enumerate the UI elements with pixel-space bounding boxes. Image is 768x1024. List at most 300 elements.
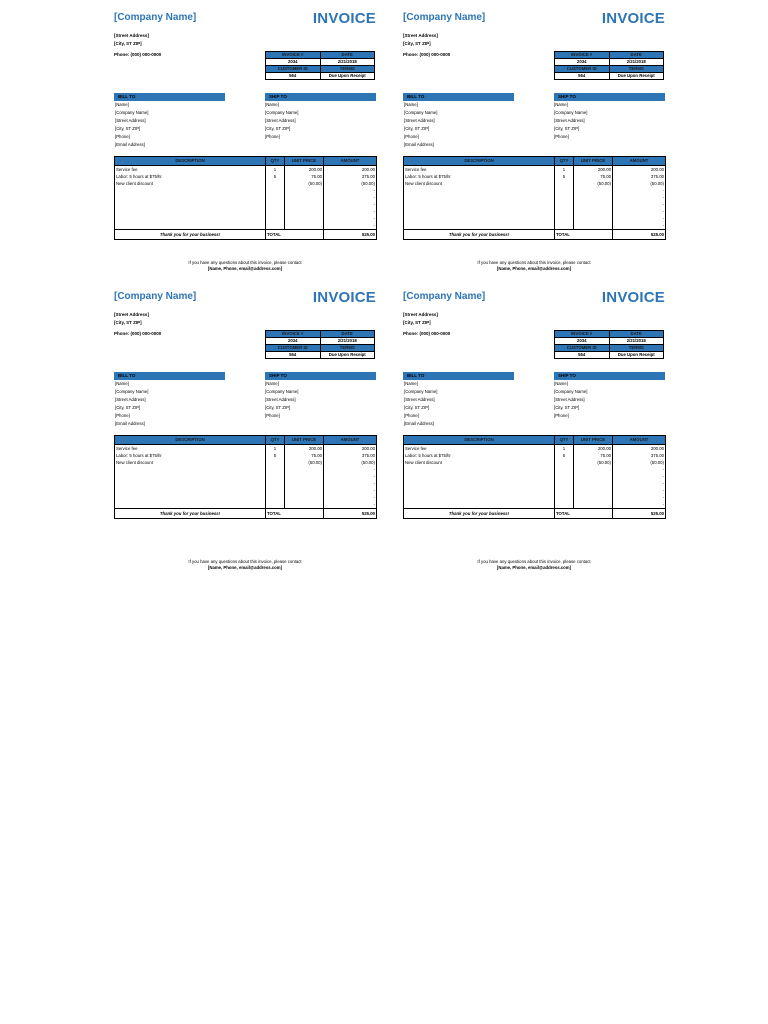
item-unit-price bbox=[574, 487, 613, 494]
item-amount: - bbox=[613, 208, 666, 215]
bill-to-email: [Email Address] bbox=[404, 421, 434, 426]
item-qty bbox=[555, 208, 574, 215]
ship-to-street: [Street Address] bbox=[265, 397, 296, 402]
column-header-qty: QTY bbox=[555, 157, 574, 166]
terms-label: TERMS bbox=[320, 345, 375, 352]
item-amount: (50.00) bbox=[324, 459, 377, 466]
table-row bbox=[115, 459, 377, 466]
bill-to-header: BILL TO bbox=[403, 372, 514, 380]
item-description: Service fee bbox=[404, 445, 555, 453]
item-description bbox=[115, 494, 266, 501]
date-value: 2/21/2018 bbox=[320, 338, 375, 345]
bill-to-city: [City, ST ZIP] bbox=[115, 405, 141, 410]
table-row bbox=[404, 487, 666, 494]
date-label: DATE bbox=[320, 331, 375, 338]
contact-details: [Name, Phone, email@address.com] bbox=[207, 266, 283, 271]
contact-details: [Name, Phone, email@address.com] bbox=[496, 266, 572, 271]
ship-to-company: [Company Name] bbox=[265, 110, 299, 115]
column-header-description: DESCRIPTION bbox=[115, 436, 266, 445]
item-description bbox=[404, 466, 555, 473]
item-amount: - bbox=[324, 208, 377, 215]
item-amount: - bbox=[324, 501, 377, 509]
item-amount: 200.00 bbox=[613, 166, 666, 174]
item-qty bbox=[555, 180, 574, 187]
line-items-table bbox=[403, 435, 666, 519]
item-unit-price bbox=[285, 201, 324, 208]
bill-to-street: [Street Address] bbox=[115, 397, 146, 402]
terms-label: TERMS bbox=[609, 66, 664, 73]
date-value: 2/21/2018 bbox=[320, 59, 375, 66]
bill-to-street: [Street Address] bbox=[404, 118, 435, 123]
company-street: [Street Address] bbox=[114, 33, 149, 38]
item-unit-price bbox=[574, 480, 613, 487]
ship-to-name: [Name] bbox=[265, 381, 279, 386]
bill-to-phone: [Phone] bbox=[115, 413, 130, 418]
bill-to-city: [City, ST ZIP] bbox=[404, 405, 430, 410]
ship-to-name: [Name] bbox=[554, 102, 568, 107]
table-row bbox=[115, 222, 377, 230]
table-row bbox=[115, 466, 377, 473]
item-qty: 5 bbox=[555, 173, 574, 180]
ship-to-header: SHIP TO bbox=[554, 372, 665, 380]
table-row bbox=[115, 473, 377, 480]
bill-to-company: [Company Name] bbox=[115, 110, 149, 115]
column-header-unit-price: UNIT PRICE bbox=[574, 157, 613, 166]
terms-label: TERMS bbox=[320, 66, 375, 73]
column-header-unit-price: UNIT PRICE bbox=[285, 157, 324, 166]
bill-to-list bbox=[115, 380, 148, 428]
item-amount: - bbox=[613, 222, 666, 230]
item-qty bbox=[555, 487, 574, 494]
item-amount: - bbox=[613, 466, 666, 473]
column-header-qty: QTY bbox=[266, 436, 285, 445]
contact-details: [Name, Phone, email@address.com] bbox=[207, 565, 283, 570]
company-street: [Street Address] bbox=[403, 33, 438, 38]
item-unit-price bbox=[574, 501, 613, 509]
item-qty bbox=[266, 180, 285, 187]
item-unit-price: 200.00 bbox=[574, 166, 613, 174]
item-description: New client discount bbox=[404, 180, 555, 187]
item-description: New client discount bbox=[115, 180, 266, 187]
item-unit-price bbox=[574, 215, 613, 222]
ship-to-company: [Company Name] bbox=[554, 389, 588, 394]
item-amount: - bbox=[613, 215, 666, 222]
item-description bbox=[404, 201, 555, 208]
ship-to-phone: [Phone] bbox=[265, 134, 280, 139]
table-row bbox=[115, 180, 377, 187]
table-row bbox=[404, 445, 666, 453]
item-unit-price bbox=[574, 194, 613, 201]
table-row bbox=[115, 445, 377, 453]
ship-to-street: [Street Address] bbox=[265, 118, 296, 123]
item-amount: 375.00 bbox=[324, 173, 377, 180]
bill-to-header: BILL TO bbox=[114, 372, 225, 380]
item-amount: - bbox=[324, 215, 377, 222]
invoice-number-label: INVOICE # bbox=[266, 52, 321, 59]
item-qty bbox=[266, 501, 285, 509]
ship-to-list bbox=[265, 101, 298, 141]
company-city: [City, ST ZIP] bbox=[114, 320, 142, 325]
item-qty bbox=[266, 215, 285, 222]
bill-to-company: [Company Name] bbox=[404, 389, 438, 394]
item-qty bbox=[555, 194, 574, 201]
ship-to-company: [Company Name] bbox=[265, 389, 299, 394]
item-description bbox=[404, 208, 555, 215]
item-qty bbox=[555, 501, 574, 509]
table-row bbox=[115, 194, 377, 201]
total-row bbox=[404, 509, 666, 519]
item-description bbox=[115, 473, 266, 480]
bill-to-name: [Name] bbox=[115, 102, 129, 107]
ship-to-street: [Street Address] bbox=[554, 118, 585, 123]
invoice-meta-table bbox=[265, 330, 375, 359]
ship-to-phone: [Phone] bbox=[554, 134, 569, 139]
item-amount: 375.00 bbox=[613, 452, 666, 459]
column-header-amount: AMOUNT bbox=[324, 436, 377, 445]
item-amount: - bbox=[613, 194, 666, 201]
ship-to-phone: [Phone] bbox=[554, 413, 569, 418]
item-amount: - bbox=[324, 194, 377, 201]
bill-to-phone: [Phone] bbox=[404, 134, 419, 139]
item-qty: 1 bbox=[266, 445, 285, 453]
ship-to-city: [City, ST ZIP] bbox=[265, 126, 291, 131]
item-unit-price: (50.00) bbox=[574, 459, 613, 466]
item-description bbox=[115, 208, 266, 215]
contact-note: If you have any questions about this invoice, please contact bbox=[188, 559, 302, 564]
company-name: [Company Name] bbox=[403, 291, 486, 302]
item-unit-price: 75.00 bbox=[574, 452, 613, 459]
item-description: Service fee bbox=[115, 166, 266, 174]
table-row bbox=[115, 452, 377, 459]
item-qty bbox=[266, 201, 285, 208]
company-name: [Company Name] bbox=[114, 12, 197, 23]
invoice-panel bbox=[403, 289, 665, 570]
invoice-meta-table bbox=[554, 51, 664, 80]
item-unit-price bbox=[285, 208, 324, 215]
item-description bbox=[404, 473, 555, 480]
item-qty bbox=[266, 480, 285, 487]
company-phone: Phone: (000) 000-0000 bbox=[403, 331, 451, 336]
item-unit-price: 200.00 bbox=[574, 445, 613, 453]
customer-id-value: 564 bbox=[266, 352, 321, 359]
table-row bbox=[404, 459, 666, 466]
invoice-number-value: 2034 bbox=[555, 338, 610, 345]
company-phone: Phone: (000) 000-0000 bbox=[114, 331, 162, 336]
table-row bbox=[404, 208, 666, 215]
item-unit-price bbox=[574, 187, 613, 194]
customer-id-label: CUSTOMER ID bbox=[266, 345, 321, 352]
invoice-meta-table bbox=[554, 330, 664, 359]
customer-id-label: CUSTOMER ID bbox=[555, 66, 610, 73]
item-amount: (50.00) bbox=[613, 459, 666, 466]
company-city: [City, ST ZIP] bbox=[403, 320, 431, 325]
total-label: TOTAL bbox=[266, 509, 324, 519]
bill-to-phone: [Phone] bbox=[404, 413, 419, 418]
item-description bbox=[404, 494, 555, 501]
item-amount: - bbox=[324, 466, 377, 473]
item-unit-price bbox=[285, 494, 324, 501]
item-qty bbox=[266, 187, 285, 194]
invoice-number-label: INVOICE # bbox=[555, 52, 610, 59]
item-amount: - bbox=[324, 480, 377, 487]
item-description: Service fee bbox=[404, 166, 555, 174]
table-row bbox=[404, 480, 666, 487]
total-row bbox=[115, 230, 377, 240]
bill-to-list bbox=[115, 101, 148, 149]
table-row bbox=[404, 222, 666, 230]
column-header-qty: QTY bbox=[266, 157, 285, 166]
invoice-number-label: INVOICE # bbox=[266, 331, 321, 338]
item-amount: 200.00 bbox=[324, 445, 377, 453]
table-row bbox=[404, 187, 666, 194]
item-unit-price bbox=[574, 201, 613, 208]
company-city: [City, ST ZIP] bbox=[114, 41, 142, 46]
item-description bbox=[115, 222, 266, 230]
table-row bbox=[404, 501, 666, 509]
item-unit-price bbox=[285, 187, 324, 194]
ship-to-header: SHIP TO bbox=[265, 372, 376, 380]
line-items-table bbox=[403, 156, 666, 240]
invoice-panel bbox=[114, 10, 376, 280]
table-row bbox=[115, 215, 377, 222]
invoice-meta-table bbox=[265, 51, 375, 80]
customer-id-value: 564 bbox=[555, 352, 610, 359]
item-qty: 1 bbox=[555, 166, 574, 174]
item-description: New client discount bbox=[115, 459, 266, 466]
item-description bbox=[115, 501, 266, 509]
total-row bbox=[115, 509, 377, 519]
item-amount: 375.00 bbox=[613, 173, 666, 180]
company-city: [City, ST ZIP] bbox=[403, 41, 431, 46]
terms-label: TERMS bbox=[609, 345, 664, 352]
item-qty bbox=[266, 466, 285, 473]
date-label: DATE bbox=[320, 52, 375, 59]
ship-to-city: [City, ST ZIP] bbox=[554, 405, 580, 410]
item-amount: (50.00) bbox=[324, 180, 377, 187]
item-unit-price bbox=[574, 466, 613, 473]
terms-value: Due Upon Receipt bbox=[320, 73, 375, 80]
item-unit-price: (50.00) bbox=[285, 180, 324, 187]
item-amount: - bbox=[613, 494, 666, 501]
item-qty bbox=[555, 222, 574, 230]
total-value: 525.00 bbox=[613, 509, 666, 519]
item-amount: - bbox=[613, 487, 666, 494]
item-unit-price bbox=[285, 194, 324, 201]
table-row bbox=[404, 452, 666, 459]
item-description bbox=[404, 501, 555, 509]
item-qty bbox=[266, 194, 285, 201]
item-amount: - bbox=[613, 187, 666, 194]
invoice-title: INVOICE bbox=[601, 10, 665, 27]
ship-to-phone: [Phone] bbox=[265, 413, 280, 418]
ship-to-list bbox=[265, 380, 298, 420]
ship-to-city: [City, ST ZIP] bbox=[554, 126, 580, 131]
item-amount: - bbox=[324, 222, 377, 230]
date-value: 2/21/2018 bbox=[609, 59, 664, 66]
item-unit-price: 200.00 bbox=[285, 166, 324, 174]
customer-id-label: CUSTOMER ID bbox=[266, 66, 321, 73]
item-amount: - bbox=[613, 201, 666, 208]
item-qty: 1 bbox=[266, 166, 285, 174]
bill-to-name: [Name] bbox=[404, 381, 418, 386]
item-description bbox=[115, 201, 266, 208]
item-unit-price bbox=[574, 208, 613, 215]
item-unit-price bbox=[285, 480, 324, 487]
item-amount: - bbox=[324, 187, 377, 194]
total-value: 525.00 bbox=[324, 230, 377, 240]
item-unit-price: 75.00 bbox=[285, 452, 324, 459]
date-value: 2/21/2018 bbox=[609, 338, 664, 345]
item-unit-price bbox=[285, 466, 324, 473]
invoice-number-value: 2034 bbox=[266, 338, 321, 345]
column-header-description: DESCRIPTION bbox=[404, 157, 555, 166]
item-unit-price bbox=[285, 487, 324, 494]
item-description bbox=[115, 215, 266, 222]
item-unit-price bbox=[285, 215, 324, 222]
item-amount: - bbox=[324, 487, 377, 494]
item-unit-price: (50.00) bbox=[574, 180, 613, 187]
item-description bbox=[115, 194, 266, 201]
company-name: [Company Name] bbox=[114, 291, 197, 302]
item-description bbox=[404, 194, 555, 201]
bill-to-street: [Street Address] bbox=[115, 118, 146, 123]
item-qty bbox=[555, 201, 574, 208]
bill-to-name: [Name] bbox=[404, 102, 418, 107]
customer-id-value: 564 bbox=[266, 73, 321, 80]
company-street: [Street Address] bbox=[403, 312, 438, 317]
thank-you-note: Thank you for your business! bbox=[404, 230, 555, 240]
item-amount: - bbox=[324, 201, 377, 208]
item-amount: 375.00 bbox=[324, 452, 377, 459]
item-qty: 5 bbox=[266, 173, 285, 180]
item-amount: - bbox=[324, 473, 377, 480]
table-row bbox=[404, 215, 666, 222]
company-phone: Phone: (000) 000-0000 bbox=[114, 52, 162, 57]
item-unit-price: (50.00) bbox=[285, 459, 324, 466]
bill-to-street: [Street Address] bbox=[404, 397, 435, 402]
item-qty bbox=[555, 494, 574, 501]
item-unit-price bbox=[574, 494, 613, 501]
item-qty bbox=[266, 494, 285, 501]
contact-details: [Name, Phone, email@address.com] bbox=[496, 565, 572, 570]
item-unit-price: 75.00 bbox=[285, 173, 324, 180]
table-row bbox=[115, 208, 377, 215]
item-unit-price: 200.00 bbox=[285, 445, 324, 453]
terms-value: Due Upon Receipt bbox=[320, 352, 375, 359]
bill-to-company: [Company Name] bbox=[115, 389, 149, 394]
item-amount: - bbox=[613, 480, 666, 487]
ship-to-header: SHIP TO bbox=[265, 93, 376, 101]
total-value: 525.00 bbox=[324, 509, 377, 519]
terms-value: Due Upon Receipt bbox=[609, 352, 664, 359]
column-header-unit-price: UNIT PRICE bbox=[574, 436, 613, 445]
company-street: [Street Address] bbox=[114, 312, 149, 317]
item-qty: 1 bbox=[555, 445, 574, 453]
invoice-number-label: INVOICE # bbox=[555, 331, 610, 338]
total-label: TOTAL bbox=[555, 230, 613, 240]
item-qty bbox=[266, 487, 285, 494]
ship-to-list bbox=[554, 101, 587, 141]
item-description: Labor: 5 hours at $75/hr bbox=[115, 452, 266, 459]
item-qty bbox=[555, 459, 574, 466]
bill-to-name: [Name] bbox=[115, 381, 129, 386]
bill-to-email: [Email Address] bbox=[115, 142, 145, 147]
line-items-table bbox=[114, 156, 377, 240]
column-header-unit-price: UNIT PRICE bbox=[285, 436, 324, 445]
bill-to-email: [Email Address] bbox=[115, 421, 145, 426]
table-row bbox=[115, 494, 377, 501]
item-description bbox=[404, 187, 555, 194]
table-row bbox=[115, 166, 377, 174]
item-qty: 5 bbox=[266, 452, 285, 459]
invoice-title: INVOICE bbox=[312, 289, 376, 306]
item-qty: 5 bbox=[555, 452, 574, 459]
table-row bbox=[404, 194, 666, 201]
ship-to-street: [Street Address] bbox=[554, 397, 585, 402]
date-label: DATE bbox=[609, 331, 664, 338]
column-header-amount: AMOUNT bbox=[324, 157, 377, 166]
bill-to-company: [Company Name] bbox=[404, 110, 438, 115]
column-header-description: DESCRIPTION bbox=[404, 436, 555, 445]
contact-note: If you have any questions about this invoice, please contact bbox=[188, 260, 302, 265]
item-description bbox=[115, 487, 266, 494]
item-description: New client discount bbox=[404, 459, 555, 466]
table-row bbox=[404, 180, 666, 187]
customer-id-label: CUSTOMER ID bbox=[555, 345, 610, 352]
bill-to-city: [City, ST ZIP] bbox=[404, 126, 430, 131]
item-description: Service fee bbox=[115, 445, 266, 453]
item-description bbox=[115, 187, 266, 194]
item-qty bbox=[555, 215, 574, 222]
total-row bbox=[404, 230, 666, 240]
item-description: Labor: 5 hours at $75/hr bbox=[404, 173, 555, 180]
table-row bbox=[404, 466, 666, 473]
invoice-title: INVOICE bbox=[312, 10, 376, 27]
item-qty bbox=[555, 473, 574, 480]
customer-id-value: 564 bbox=[555, 73, 610, 80]
item-description bbox=[404, 487, 555, 494]
contact-note: If you have any questions about this invoice, please contact bbox=[477, 559, 591, 564]
invoice-number-value: 2034 bbox=[266, 59, 321, 66]
table-row bbox=[404, 494, 666, 501]
ship-to-company: [Company Name] bbox=[554, 110, 588, 115]
column-header-amount: AMOUNT bbox=[613, 157, 666, 166]
total-label: TOTAL bbox=[266, 230, 324, 240]
thank-you-note: Thank you for your business! bbox=[115, 509, 266, 519]
table-row bbox=[115, 501, 377, 509]
item-qty bbox=[555, 466, 574, 473]
column-header-amount: AMOUNT bbox=[613, 436, 666, 445]
table-row bbox=[404, 201, 666, 208]
table-row bbox=[115, 173, 377, 180]
item-qty bbox=[266, 222, 285, 230]
item-unit-price bbox=[285, 501, 324, 509]
item-description bbox=[115, 480, 266, 487]
bill-to-email: [Email Address] bbox=[404, 142, 434, 147]
terms-value: Due Upon Receipt bbox=[609, 73, 664, 80]
bill-to-header: BILL TO bbox=[403, 93, 514, 101]
ship-to-name: [Name] bbox=[265, 102, 279, 107]
item-description: Labor: 5 hours at $75/hr bbox=[115, 173, 266, 180]
item-qty bbox=[266, 459, 285, 466]
thank-you-note: Thank you for your business! bbox=[404, 509, 555, 519]
item-qty bbox=[555, 480, 574, 487]
item-unit-price bbox=[574, 222, 613, 230]
ship-to-list bbox=[554, 380, 587, 420]
item-qty bbox=[266, 208, 285, 215]
item-unit-price bbox=[285, 222, 324, 230]
table-row bbox=[115, 201, 377, 208]
